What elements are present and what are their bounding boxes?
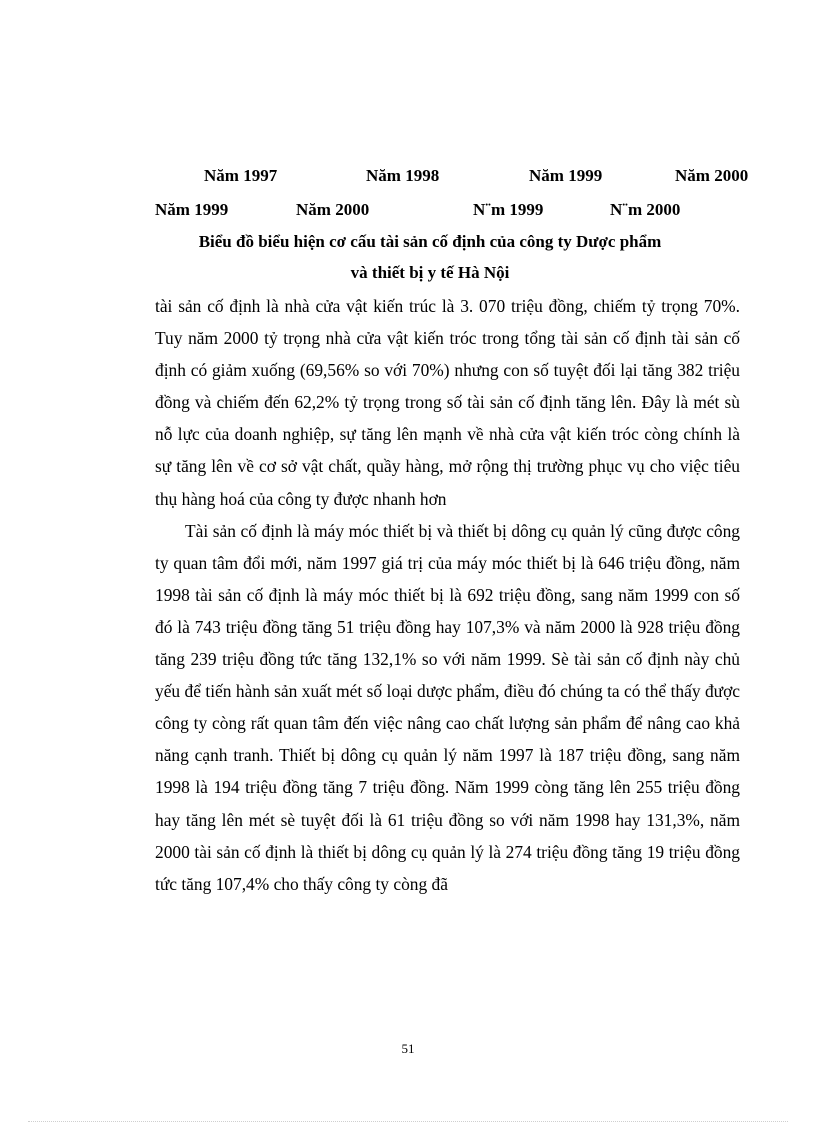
chart-label-1999-b: Năm 1999 [155,200,229,219]
chart-label-2000-c: N¨m 2000 [610,200,681,219]
chart-label-2000-b: Năm 2000 [296,200,370,219]
paragraph: tài sản cố định là nhà cửa vật kiến trúc là 3. 070 triệu đồng, chiếm tỷ trọng 70%. Tuy năm 2000 tỷ trọng nhà cửa vật kiến tróc trong tổng tài sản cố định tài sản cố định có giảm xuống (69,56% so với 70%) nhưng con số tuyệt đối lại tăng 382 triệu đồng và chiếm đến 62,2% tỷ trọng trong số tài sản cố định tăng lên. Đây là mét sù nỗ lực của doanh nghiệp, sự tăng lên mạnh về nhà cửa vật kiến tróc còng chính là sự tăng lên về cơ sở vật chất, quầy hàng, mở rộng thị trường phục vụ cho việc tiêu thụ hàng hoá của công ty được nhanh hơn [155,296,740,509]
chart-label-1997: Năm 1997 [204,166,278,185]
chart-caption-line-2: và thiết bị y tế Hà Nội [350,263,510,282]
chart-label-1999-c: N¨m 1999 [473,200,544,219]
chart-label-1999: Năm 1999 [529,166,603,185]
page-number: 51 [401,1041,415,1056]
body-text [155,290,740,900]
chart-label-1998: Năm 1998 [366,166,440,185]
page-bottom-divider [28,1121,788,1122]
chart-caption-line-1: Biểu đồ biểu hiện cơ cấu tài sản cố định của công ty Dược phẩm [198,232,662,251]
paragraph: Tài sản cố định là máy móc thiết bị và thiết bị dông cụ quản lý cũng được công ty quan tâm đổi mới, năm 1997 giá trị của máy móc thiết bị là 646 triệu đồng, năm 1998 tài sản cố định là máy móc thiết bị là 692 triệu đồng, sang năm 1999 con số đó là 743 triệu đồng tăng 51 triệu đồng hay 107,3% và năm 2000 là 928 triệu đồng tăng 239 triệu đồng tức tăng 132,1% so với năm 1999. Sè tài sản cố định này chủ yếu để tiến hành sản xuất mét số loại dược phẩm, điều đó chúng ta có thể thấy được công ty còng rất quan tâm đến việc nâng cao chất lượng sản phẩm để nâng cao khả năng cạnh tranh. Thiết bị dông cụ quản lý năm 1997 là 187 triệu đồng, sang năm 1998 là 194 triệu đồng tăng 7 triệu đồng. Năm 1999 còng tăng lên 255 triệu đồng hay tăng lên mét sè tuyệt đối là 61 triệu đồng so với năm 1998 hay 131,3%, năm 2000 tài sản cố định là thiết bị dông cụ quản lý là 274 triệu đồng tăng 19 triệu đồng tức tăng 107,4% cho thấy công ty còng đã [155,520,740,894]
chart-label-2000: Năm 2000 [675,166,749,185]
